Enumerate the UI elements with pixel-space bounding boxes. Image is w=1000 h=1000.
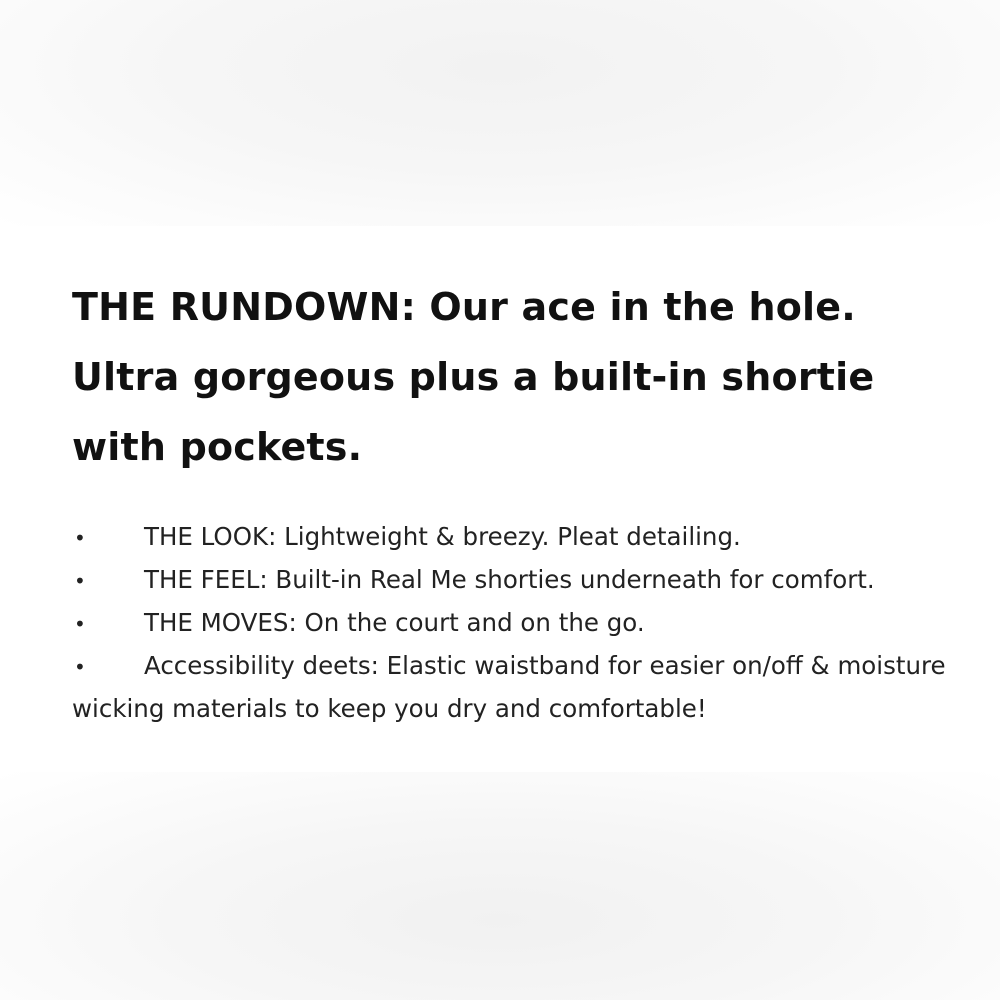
blurred-background-bottom — [0, 772, 1000, 1000]
feature-text: THE MOVES: On the court and on the go. — [144, 608, 645, 637]
feature-text: THE FEEL: Built-in Real Me shorties underneath for comfort. — [144, 565, 875, 594]
blurred-background-top — [0, 0, 1000, 226]
feature-item-moves — [72, 602, 952, 645]
feature-item-look — [72, 516, 952, 559]
feature-list — [72, 516, 952, 730]
bullet-icon: • — [74, 569, 86, 593]
rundown-headline: THE RUNDOWN: Our ace in the hole. Ultra gorgeous plus a built-in shortie with pockets. — [72, 285, 875, 469]
bullet-icon: • — [74, 655, 86, 679]
feature-item-accessibility — [72, 645, 952, 730]
feature-text: Accessibility deets: Elastic waistband for easier on/off & moisture wicking materials to keep you dry and comfortable! — [72, 651, 946, 723]
feature-text: THE LOOK: Lightweight & breezy. Pleat detailing. — [144, 522, 741, 551]
bullet-icon: • — [74, 612, 86, 636]
product-description-card — [0, 226, 1000, 772]
feature-item-feel — [72, 559, 952, 602]
bullet-icon: • — [74, 526, 86, 550]
